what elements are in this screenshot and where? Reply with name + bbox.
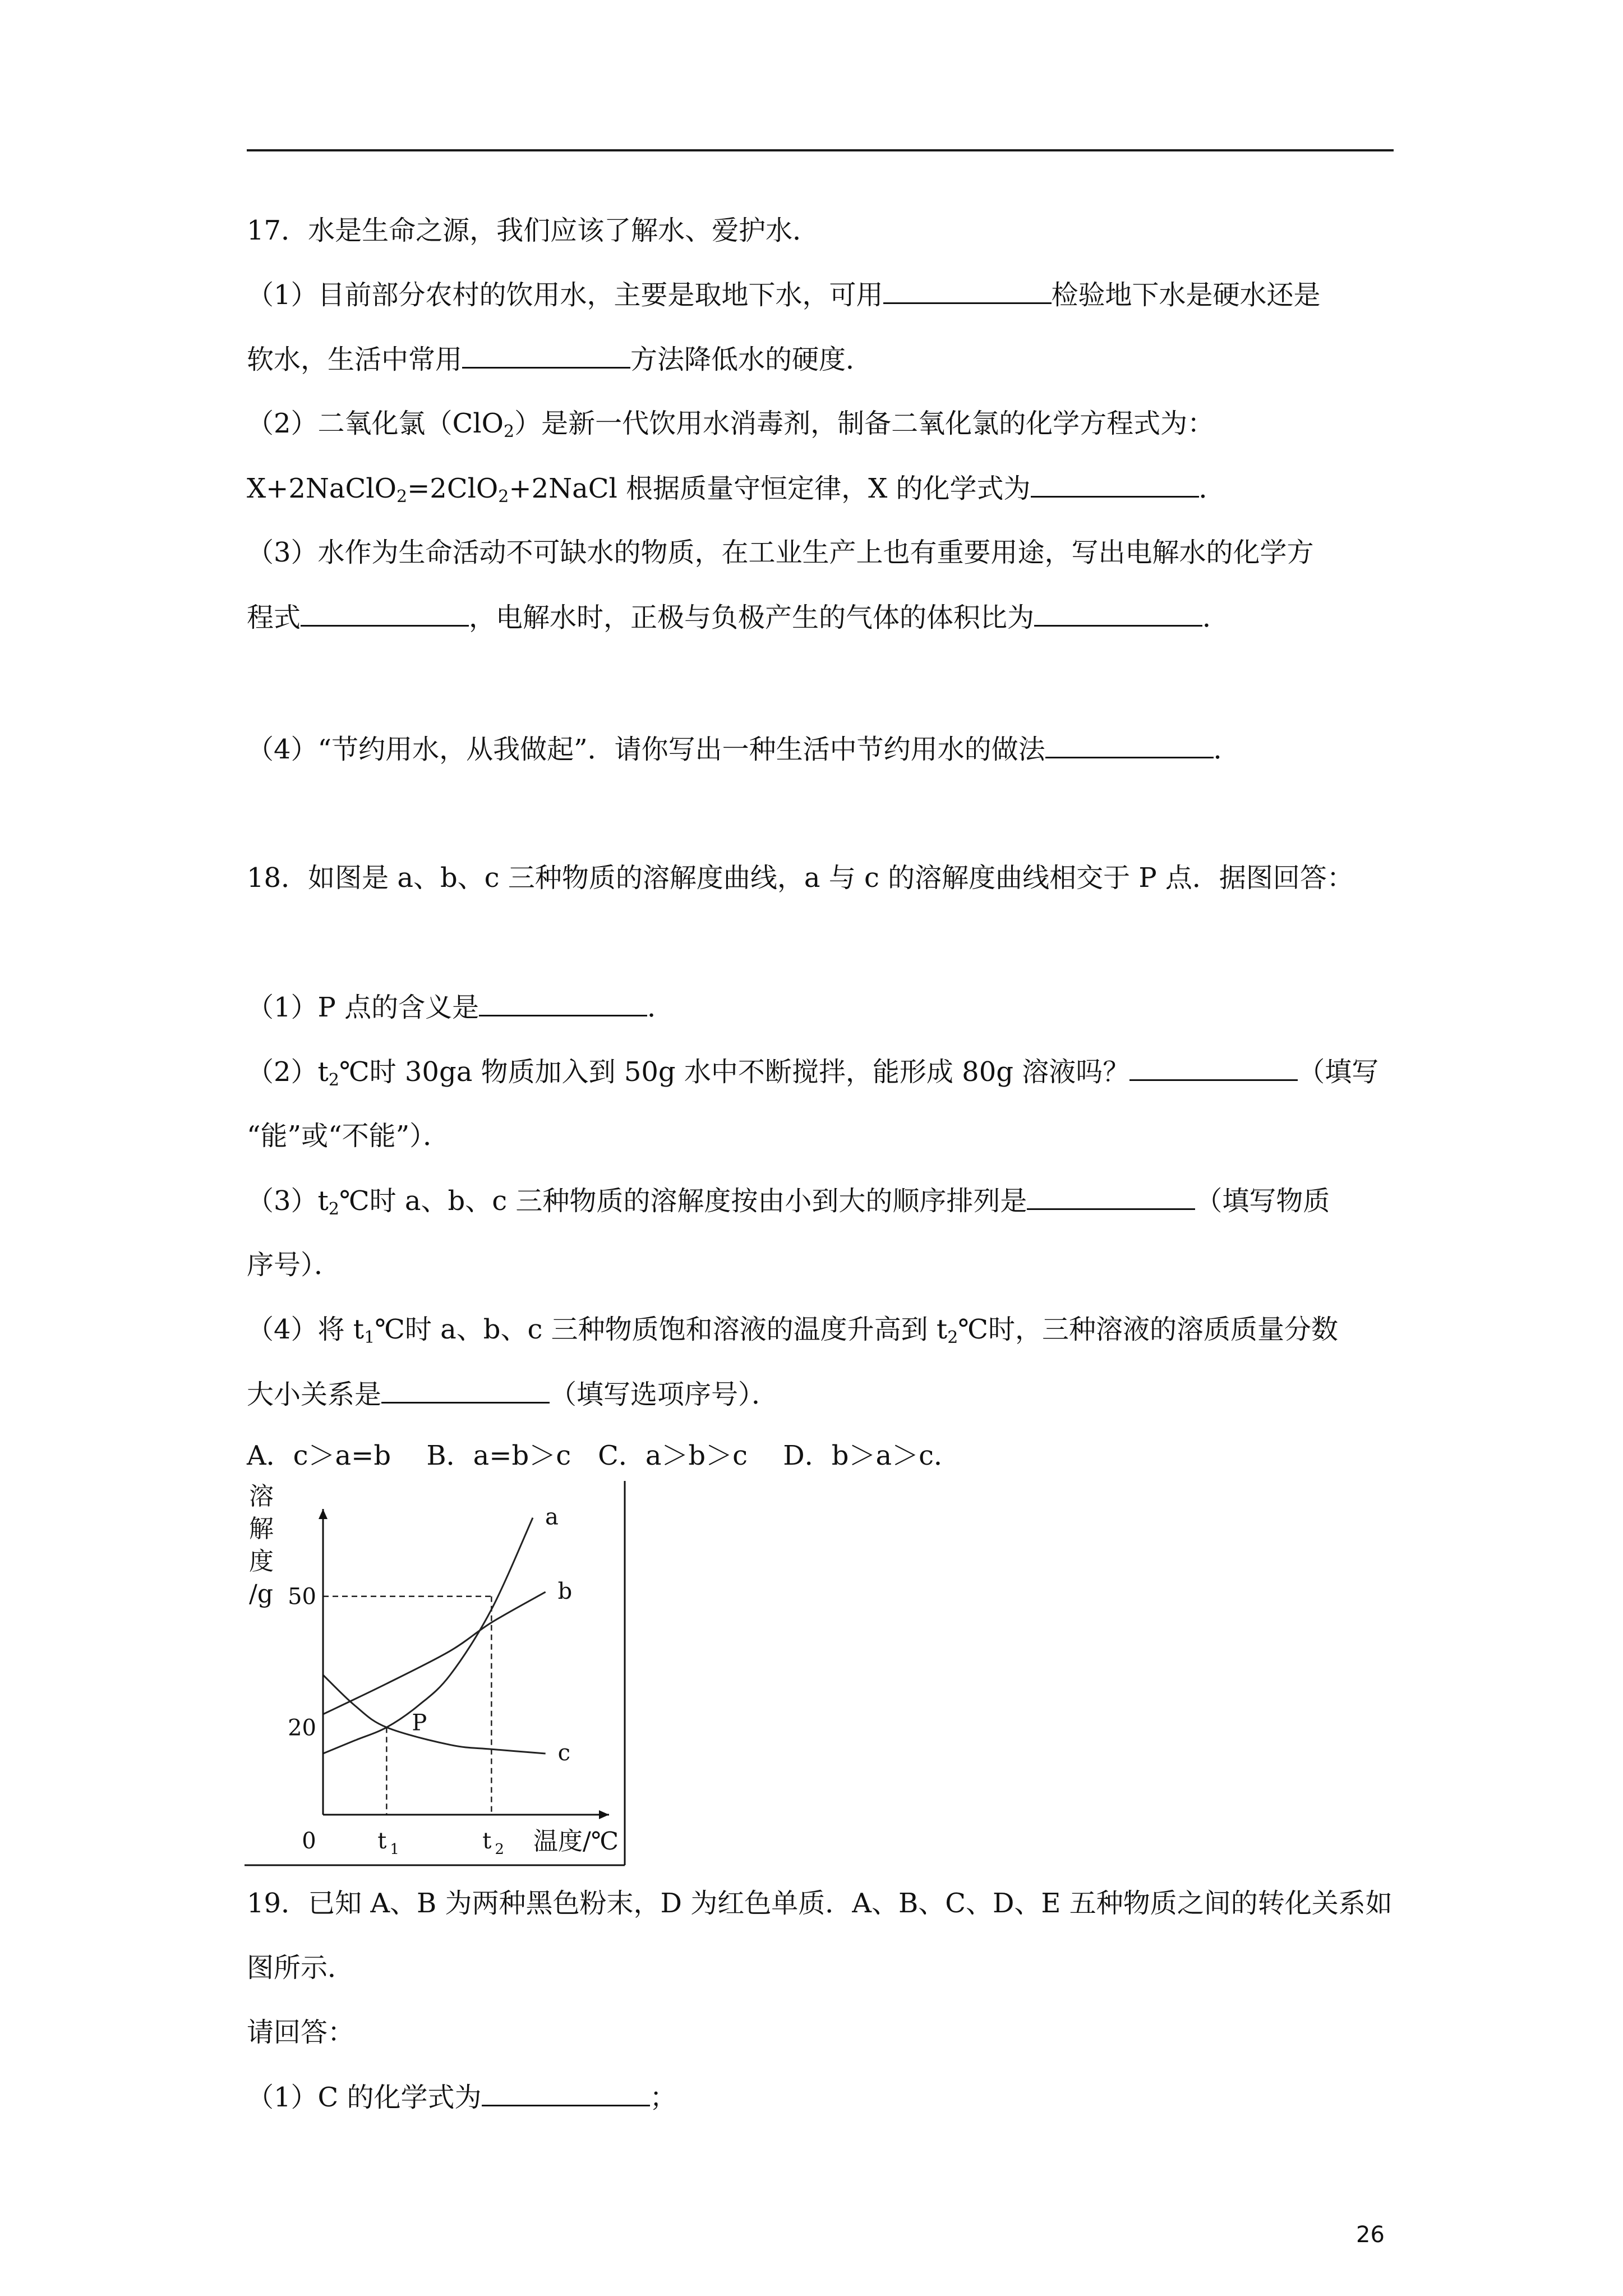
y-tick-label-50: 50 bbox=[288, 1584, 316, 1610]
origin-label: 0 bbox=[302, 1828, 316, 1854]
answer-blank[interactable] bbox=[883, 278, 1052, 304]
answer-blank[interactable] bbox=[1034, 600, 1202, 627]
q17-title: 17．水是生命之源，我们应该了解水、爱护水． bbox=[247, 215, 820, 246]
x-tick-sub-1: 1 bbox=[390, 1841, 399, 1858]
x-tick-sub-2: 2 bbox=[495, 1841, 504, 1858]
answer-blank[interactable] bbox=[381, 1377, 550, 1404]
q19-title-line1: 19．已知 A、B 为两种黑色粉末，D 为红色单质．A、B、C、D、E 五种物质之间的转化关系如 bbox=[247, 1888, 1393, 1919]
x-axis-label: 温度/℃ bbox=[533, 1827, 619, 1856]
y-axis-arrow bbox=[319, 1509, 328, 1519]
q18-part4-line2: 大小关系是 （填写选项序号）． bbox=[247, 1377, 778, 1411]
answer-blank[interactable] bbox=[462, 342, 630, 369]
y-axis-label-part: 度 bbox=[249, 1547, 274, 1576]
q18-part3-line2: 序号）． bbox=[247, 1249, 342, 1281]
answer-blank[interactable] bbox=[1027, 1184, 1195, 1210]
q17-part2-line2: X+2NaClO$_2$=2ClO$_2$+2NaCl 根据质量守恒定律，X 的化学式为 ． bbox=[247, 471, 1226, 505]
answer-blank[interactable] bbox=[301, 600, 469, 627]
curve-label-c: c bbox=[557, 1740, 571, 1766]
q17-part1-line2: 软水，生活中常用 方法降低水的硬度． bbox=[247, 342, 873, 376]
answer-blank[interactable] bbox=[1031, 471, 1199, 498]
q18-part4-line1: （4）将 $t_1℃$时 a、b、c 三种物质饱和溶液的温度升高到 $t_2℃$时，三种溶液的溶质质量分数 bbox=[247, 1314, 1338, 1347]
q18-part3-line1: $(3)t_2℃$时 a、b、c 三种物质的溶解度按由小到大的顺序排列是 （填写物质 bbox=[247, 1184, 1330, 1218]
q17-part1-line1: （1）目前部分农村的饮用水，主要是取地下水，可用 检验地下水是硬水还是 bbox=[247, 278, 1321, 312]
q18-title: 18．如图是 a、b、c 三种物质的溶解度曲线，a 与 c 的溶解度曲线相交于 P 点．据图回答： bbox=[247, 862, 1354, 894]
q17-part4: （4）“节约用水，从我做起”．请你写出一种生活中节约用水的做法 ． bbox=[247, 732, 1241, 766]
y-axis-label-part: /g bbox=[249, 1580, 273, 1608]
answer-blank[interactable] bbox=[1129, 1055, 1298, 1081]
curve-label-a: a bbox=[545, 1504, 559, 1530]
curve-a bbox=[323, 1518, 533, 1754]
answer-blank[interactable] bbox=[479, 990, 647, 1016]
q17-part3-line1: （3）水作为生命活动不可缺水的物质，在工业生产上也有重要用途，写出电解水的化学方 bbox=[247, 537, 1314, 568]
y-axis-label-part: 解 bbox=[249, 1515, 274, 1543]
solubility-chart-svg bbox=[245, 1481, 626, 1874]
q19-prompt: 请回答： bbox=[247, 2017, 355, 2048]
x-tick-label-t2: t bbox=[482, 1828, 492, 1854]
q19-title-line2: 图所示． bbox=[247, 1952, 355, 1984]
answer-blank[interactable] bbox=[482, 2080, 650, 2106]
y-tick-label-20: 20 bbox=[288, 1715, 316, 1741]
q18-part1: （1）P 点的含义是 ． bbox=[247, 990, 674, 1024]
q17-part3-line2: 程式 ，电解水时，正极与负极产生的气体的体积比为 ． bbox=[247, 600, 1229, 634]
q19-part1: （1）C 的化学式为 ； bbox=[247, 2080, 677, 2114]
curve-label-b: b bbox=[557, 1578, 573, 1604]
page-number: 26 bbox=[1356, 2222, 1385, 2248]
y-axis-label-part: 溶 bbox=[249, 1482, 274, 1511]
header-rule bbox=[247, 149, 1394, 151]
q18-part2-line1: $(2)t_2℃$时 30ga 物质加入到 50g 水中不断搅拌，能形成 80g 溶液吗？ （填写 bbox=[247, 1055, 1378, 1089]
x-axis-arrow bbox=[599, 1810, 609, 1819]
curve-c bbox=[323, 1675, 546, 1754]
solubility-chart bbox=[245, 1481, 626, 1874]
answer-blank[interactable] bbox=[1045, 732, 1214, 758]
q18-options: A．c＞a=b B．a=b＞c C．a＞b＞c D．b＞a＞c． bbox=[247, 1440, 961, 1471]
q18-part2-line2: “能”或“不能”）． bbox=[247, 1120, 450, 1152]
curve-b bbox=[323, 1592, 546, 1714]
q17-part2-line1: （2）二氧化氯（ClO$_2$）是新一代饮用水消毒剂，制备二氧化氯的化学方程式为： bbox=[247, 408, 1215, 441]
point-p-label: P bbox=[412, 1710, 427, 1736]
x-tick-label-t1: t bbox=[377, 1828, 387, 1854]
